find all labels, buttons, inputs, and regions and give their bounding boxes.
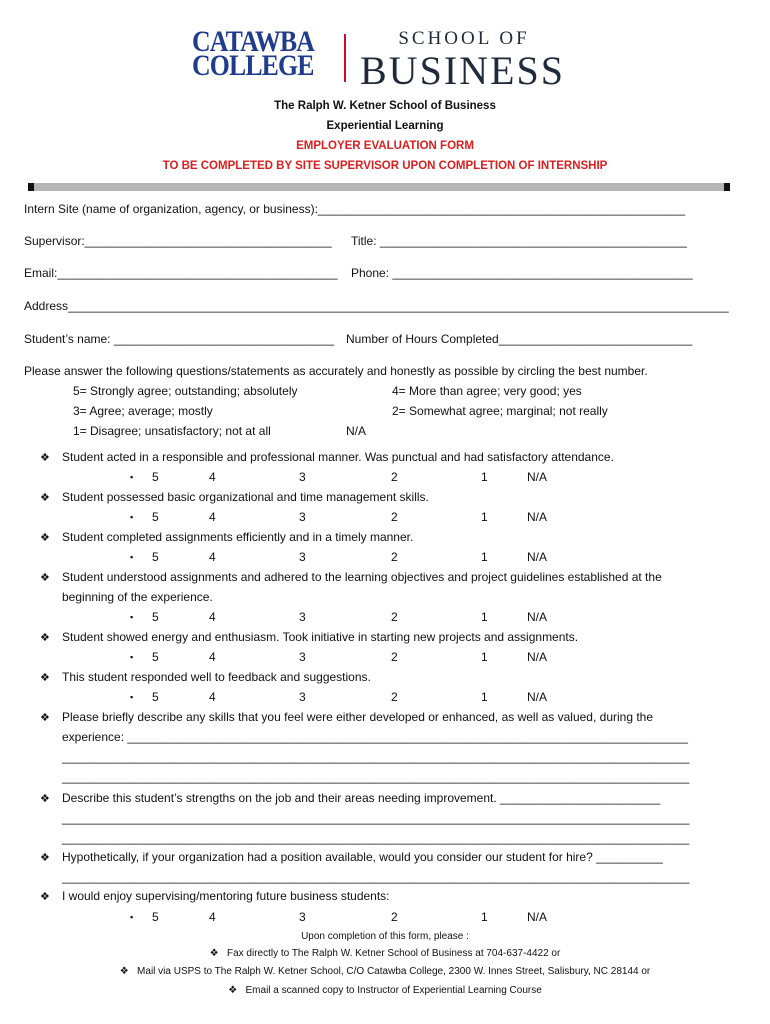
rating-na[interactable]: N/A — [527, 910, 548, 924]
rating-4[interactable]: 4 — [209, 510, 216, 524]
address-field[interactable]: Address___________________________________________________________________________________________________ — [24, 299, 729, 313]
rating-1[interactable]: 1 — [481, 470, 488, 484]
question-4-continued: beginning of the experience. — [62, 590, 213, 604]
rating-5[interactable]: 5 — [152, 510, 159, 524]
rating-na[interactable]: N/A — [527, 610, 548, 624]
rating-2[interactable]: 2 — [391, 650, 398, 664]
diamond-bullet-icon: ❖ — [40, 492, 50, 504]
question-8-answer-line-1[interactable]: ______________________________________________________________________________________________ — [62, 811, 690, 825]
diamond-bullet-icon: ❖ — [209, 948, 227, 959]
rating-3[interactable]: 3 — [299, 470, 306, 484]
rating-1[interactable]: 1 — [481, 610, 488, 624]
question-8-answer-line-2[interactable]: ______________________________________________________________________________________________ — [62, 831, 690, 845]
rating-5[interactable]: 5 — [152, 690, 159, 704]
question-9-answer-line[interactable]: ______________________________________________________________________________________________ — [62, 870, 690, 884]
square-bullet-icon: ▪ — [130, 472, 134, 482]
footer-mail — [0, 966, 770, 977]
footer-fax — [0, 948, 770, 959]
rating-2[interactable]: 2 — [391, 510, 398, 524]
diamond-bullet-icon: ❖ — [40, 793, 50, 805]
diamond-bullet-icon: ❖ — [40, 452, 50, 464]
legend-4: 4= More than agree; very good; yes — [392, 384, 582, 398]
diamond-bullet-icon: ❖ — [119, 966, 138, 977]
square-bullet-icon: ▪ — [130, 652, 134, 662]
rating-2[interactable]: 2 — [391, 910, 398, 924]
instructions-text: Please answer the following questions/statements as accurately and honestly as possible by circling the best number. — [24, 364, 648, 378]
question-7-answer-line-3[interactable]: ______________________________________________________________________________________________ — [62, 770, 690, 784]
logo-catawba-text: CATAWBA — [192, 25, 315, 58]
question-9[interactable]: Hypothetically, if your organization had a position available, would you consider our student for hire? __________ — [62, 850, 663, 864]
phone-field[interactable]: Phone: _____________________________________________ — [351, 266, 693, 280]
rating-5[interactable]: 5 — [152, 610, 159, 624]
diamond-bullet-icon: ❖ — [40, 672, 50, 684]
rating-4[interactable]: 4 — [209, 650, 216, 664]
hours-completed-field[interactable]: Number of Hours Completed_____________________________ — [346, 332, 693, 346]
footer-email — [0, 985, 770, 996]
square-bullet-icon: ▪ — [130, 612, 134, 622]
rating-scale-2[interactable] — [0, 510, 770, 526]
rating-3[interactable]: 3 — [299, 510, 306, 524]
rating-4[interactable]: 4 — [209, 610, 216, 624]
rating-1[interactable]: 1 — [481, 690, 488, 704]
rating-scale-4[interactable] — [0, 610, 770, 626]
rating-5[interactable]: 5 — [152, 470, 159, 484]
school-name: The Ralph W. Ketner School of Business — [274, 100, 496, 112]
legend-na: N/A — [346, 424, 367, 438]
legend-5: 5= Strongly agree; outstanding; absolutely — [73, 384, 298, 398]
diamond-bullet-icon: ❖ — [40, 532, 50, 544]
footer-intro: Upon completion of this form, please : — [301, 931, 469, 942]
rating-2[interactable]: 2 — [391, 550, 398, 564]
diamond-bullet-icon: ❖ — [40, 891, 50, 903]
catawba-college-logo — [192, 25, 332, 82]
logo-school-of-text: SCHOOL OF — [398, 28, 530, 49]
rating-3[interactable]: 3 — [299, 550, 306, 564]
rating-na[interactable]: N/A — [527, 470, 548, 484]
school-of-business-logo — [360, 28, 568, 92]
email-field[interactable]: Email:__________________________________________ — [24, 266, 338, 280]
rating-na[interactable]: N/A — [527, 650, 548, 664]
rating-1[interactable]: 1 — [481, 910, 488, 924]
form-instruction: TO BE COMPLETED BY SITE SUPERVISOR UPON COMPLETION OF INTERNSHIP — [162, 160, 608, 172]
square-bullet-icon: ▪ — [130, 912, 134, 922]
square-bullet-icon: ▪ — [130, 512, 134, 522]
diamond-bullet-icon: ❖ — [40, 852, 50, 864]
rating-2[interactable]: 2 — [391, 610, 398, 624]
question-7-answer-line-1[interactable]: experience: ____________________________________________________________________________________ — [62, 730, 688, 744]
question-10: I would enjoy supervising/mentoring future business students: — [62, 889, 390, 903]
rating-4[interactable]: 4 — [209, 690, 216, 704]
rating-1[interactable]: 1 — [481, 510, 488, 524]
diamond-bullet-icon: ❖ — [40, 572, 50, 584]
form-title: EMPLOYER EVALUATION FORM — [296, 140, 474, 152]
rating-na[interactable]: N/A — [527, 550, 548, 564]
legend-1: 1= Disagree; unsatisfactory; not at all — [73, 424, 271, 438]
legend-3: 3= Agree; average; mostly — [73, 404, 213, 418]
supervisor-field[interactable]: Supervisor:_____________________________________ — [24, 234, 332, 248]
legend-2: 2= Somewhat agree; marginal; not really — [392, 404, 608, 418]
rating-scale-3[interactable] — [0, 550, 770, 566]
question-8[interactable]: Describe this student’s strengths on the job and their areas needing improvement. ________________________ — [62, 791, 661, 805]
student-name-field[interactable]: Student’s name: _________________________________ — [24, 332, 335, 346]
question-3: Student completed assignments efficiently and in a timely manner. — [62, 530, 414, 544]
rating-1[interactable]: 1 — [481, 650, 488, 664]
rating-scale-6[interactable] — [0, 690, 770, 706]
rating-4[interactable]: 4 — [209, 470, 216, 484]
logo-college-text: COLLEGE — [192, 49, 314, 82]
square-bullet-icon: ▪ — [130, 692, 134, 702]
rating-1[interactable]: 1 — [481, 550, 488, 564]
program-name: Experiential Learning — [326, 120, 444, 132]
rating-5[interactable]: 5 — [152, 550, 159, 564]
footer-fax-text: Fax directly to The Ralph W. Ketner School of Business at 704-637-4422 or — [226, 948, 561, 959]
title-field[interactable]: Title: ______________________________________________ — [351, 234, 687, 248]
question-7-answer-line-2[interactable]: ______________________________________________________________________________________________ — [62, 750, 690, 764]
logo-divider — [344, 34, 346, 82]
question-2: Student possessed basic organizational and time management skills. — [62, 490, 429, 504]
rating-3[interactable]: 3 — [299, 650, 306, 664]
question-4: Student understood assignments and adhered to the learning objectives and project guidelines established at the — [62, 570, 662, 584]
rating-5[interactable]: 5 — [152, 910, 159, 924]
diamond-bullet-icon: ❖ — [40, 632, 50, 644]
question-1: Student acted in a responsible and professional manner. Was punctual and had satisfactory attendance. — [62, 450, 614, 464]
rating-scale-1[interactable] — [0, 470, 770, 486]
logo-business-text: BUSINESS — [360, 48, 565, 93]
intern-site-field[interactable]: Intern Site (name of organization, agency, or business):_______________________________________________________ — [24, 202, 685, 216]
rating-2[interactable]: 2 — [391, 470, 398, 484]
rating-4[interactable]: 4 — [209, 910, 216, 924]
rating-4[interactable]: 4 — [209, 550, 216, 564]
rating-3[interactable]: 3 — [299, 610, 306, 624]
rating-scale-10[interactable] — [0, 910, 770, 926]
diamond-bullet-icon: ❖ — [40, 712, 50, 724]
rating-3[interactable]: 3 — [299, 910, 306, 924]
question-6: This student responded well to feedback and suggestions. — [62, 670, 371, 684]
footer-mail-text: Mail via USPS to The Ralph W. Ketner School, C/O Catawba College, 2300 W. Innes Street, Salisbury, NC 28144 or — [137, 966, 651, 977]
square-bullet-icon: ▪ — [130, 552, 134, 562]
question-5: Student showed energy and enthusiasm. Took initiative in starting new projects and assignments. — [62, 630, 579, 644]
footer-email-text: Email a scanned copy to Instructor of Experiential Learning Course — [245, 985, 542, 996]
header-divider-bar — [28, 183, 730, 191]
rating-2[interactable]: 2 — [391, 690, 398, 704]
question-7: Please briefly describe any skills that you feel were either developed or enhanced, as well as valued, during the — [62, 710, 654, 724]
rating-na[interactable]: N/A — [527, 510, 548, 524]
rating-scale-5[interactable] — [0, 650, 770, 666]
diamond-bullet-icon: ❖ — [228, 985, 246, 996]
rating-na[interactable]: N/A — [527, 690, 548, 704]
rating-5[interactable]: 5 — [152, 650, 159, 664]
rating-3[interactable]: 3 — [299, 690, 306, 704]
